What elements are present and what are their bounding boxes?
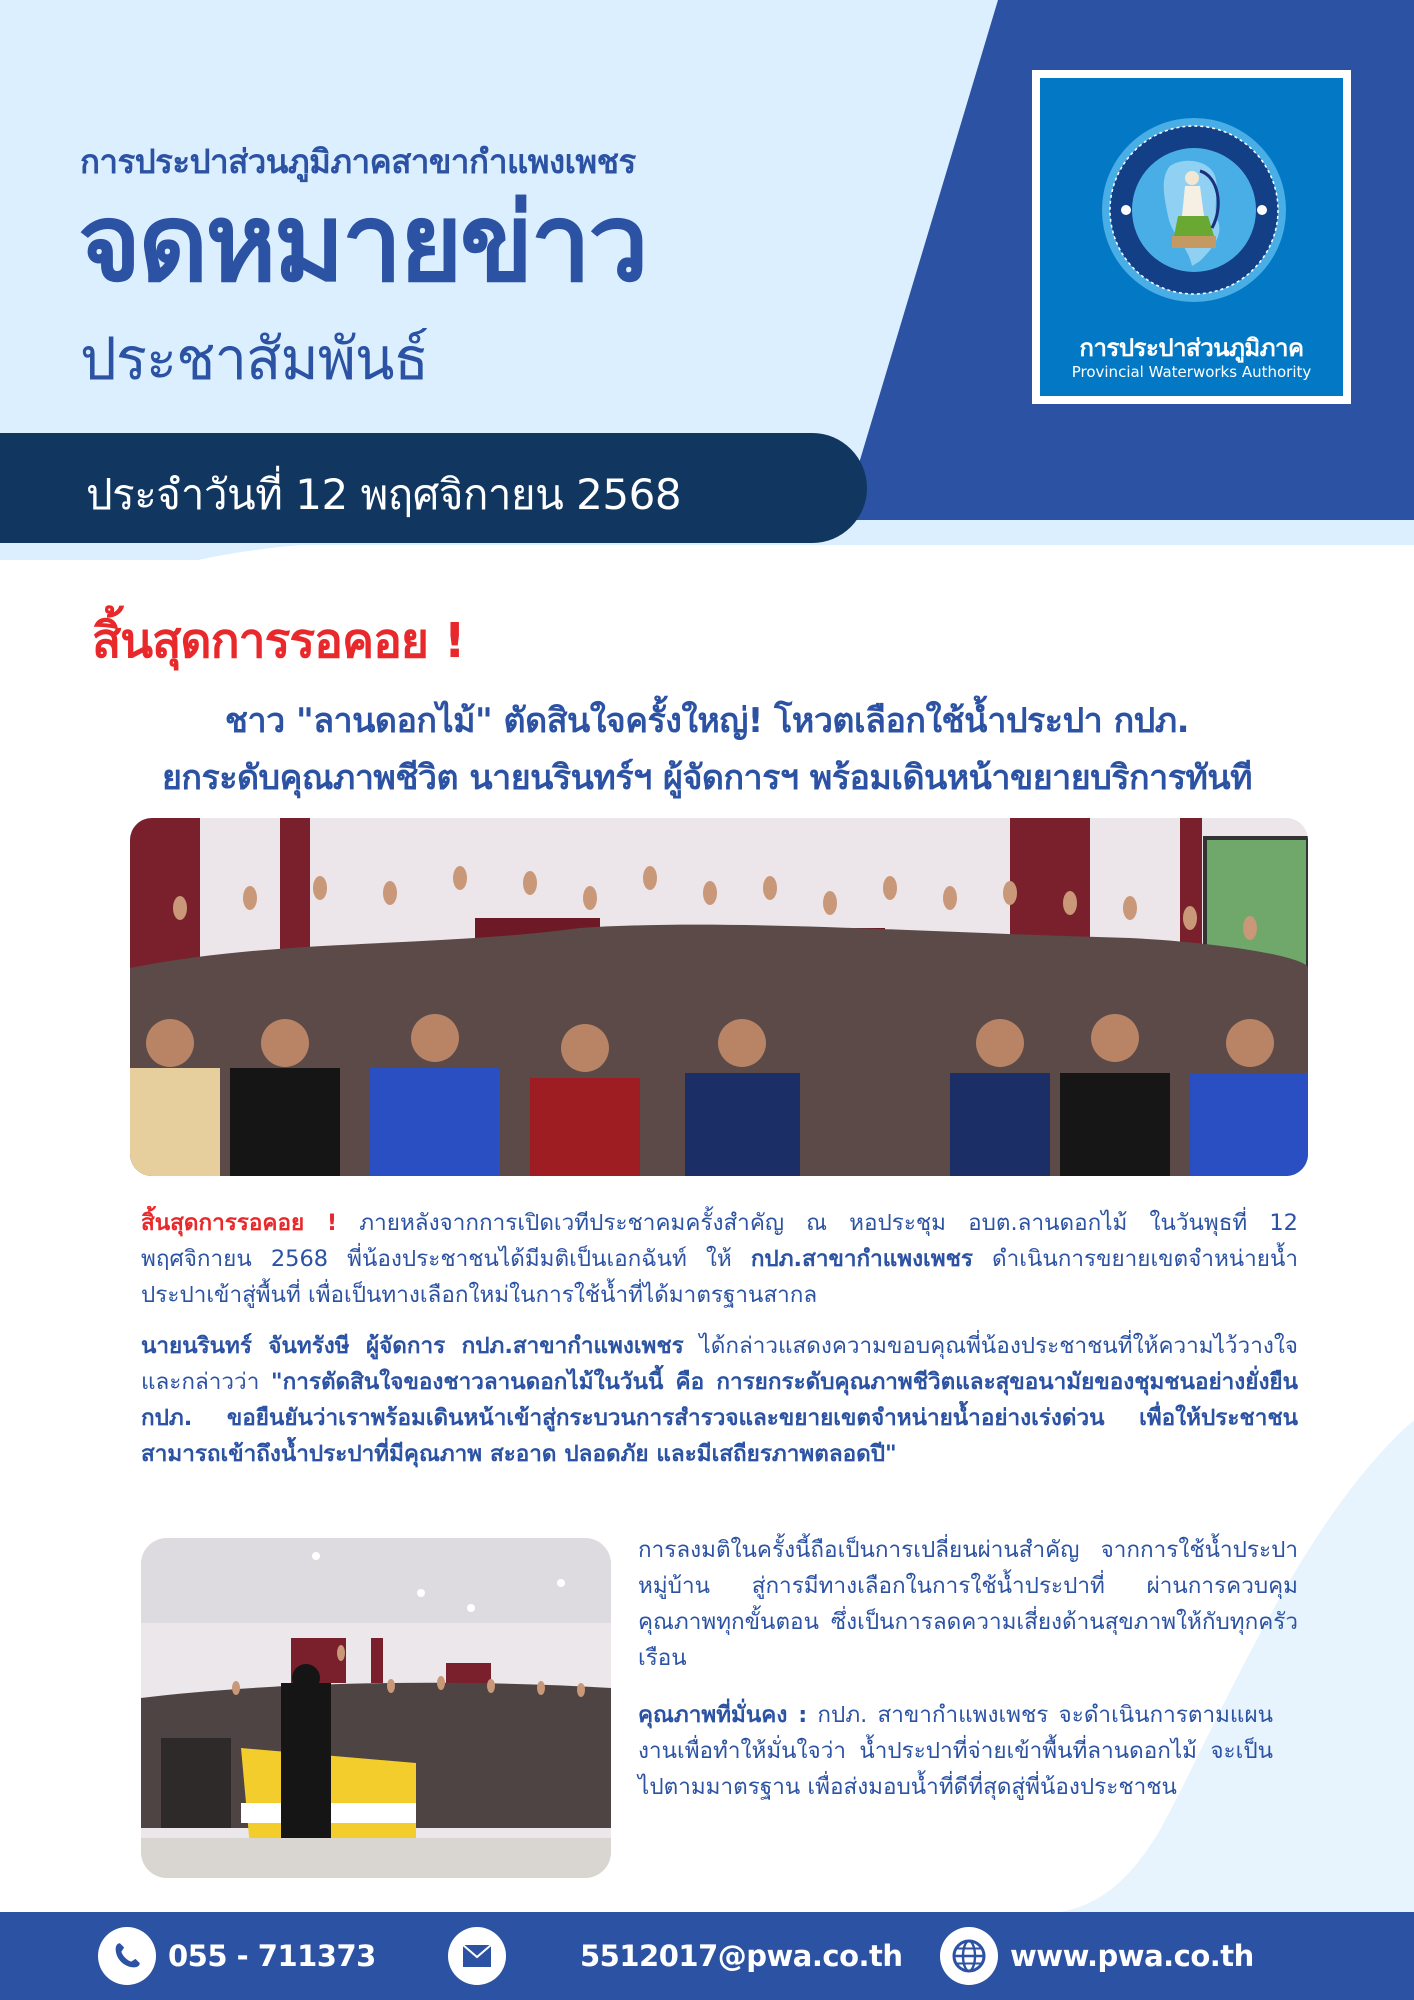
contact-email[interactable] <box>448 1912 903 2000</box>
headline-line-1: ชาว "ลานดอกไม้" ตัดสินใจครั้งใหญ่! โหวตเลือกใช้น้ำประปา กปภ. <box>224 701 1190 741</box>
contact-footer <box>0 1912 1414 2000</box>
intro-branch-name: กปภ.สาขากำแพงเพชร <box>750 1246 973 1272</box>
newsletter-subtitle: ประชาสัมพันธ์ <box>80 325 428 393</box>
article-kicker: สิ้นสุดการรอคอย ! <box>92 613 465 669</box>
manager-text: ได้กล่าวแสดงความขอบคุณพี่น้องประชาชนที่ให้ความไว้วางใจ และกล่าวว่า <box>141 1333 1298 1395</box>
intro-lead: สิ้นสุดการรอคอย ! <box>141 1210 338 1236</box>
contact-website[interactable] <box>940 1912 1254 2000</box>
mail-icon <box>448 1927 506 1985</box>
logo-panel <box>1040 78 1343 396</box>
pwa-emblem-icon <box>1100 116 1288 304</box>
issue-date: ประจำวันที่ 12 พฤศจิกายน 2568 <box>86 470 682 519</box>
intro-text-a: ภายหลังจากการเปิดเวทีประชาคมครั้งสำคัญ ณ หอประชุม อบต.ลานดอกไม้ ในวันพุธที่ 12 พฤศจิกายน 2568 พี่น้องประชาชนได้มีมติเป็นเอกฉันท์ ให้ <box>141 1210 1298 1272</box>
headline-line-2: ยกระดับคุณภาพชีวิต นายนรินทร์ฯ ผู้จัดการฯ พร้อมเดินหน้าขยายบริการทันที <box>161 758 1253 798</box>
paragraph-manager-quote <box>141 1328 1298 1472</box>
pwa-logo <box>1032 70 1351 404</box>
logo-name-thai: การประปาส่วนภูมิภาค <box>1079 334 1304 362</box>
quality-heading: คุณภาพที่มั่นคง : <box>638 1702 808 1728</box>
newsletter-title: จดหมายข่าว <box>78 181 646 306</box>
photo-meeting-hall <box>141 1538 611 1878</box>
paragraph-transition: การลงมติในครั้งนี้ถือเป็นการเปลี่ยนผ่านสำคัญ จากการใช้น้ำประปาหมู่บ้าน สู่การมีทางเลือกในการใช้น้ำประปาที่ ผ่านการควบคุมคุณภาพทุกขั้นตอน ซึ่งเป็นการลดความเสี่ยงด้านสุขภาพให้กับทุกครัวเรือน <box>638 1537 1298 1671</box>
logo-name-english: Provincial Waterworks Authority <box>1071 363 1312 381</box>
org-name: การประปาส่วนภูมิภาคสาขากำแพงเพชร <box>80 142 636 181</box>
quality-text: กปภ. สาขากำแพงเพชร จะดำเนินการตามแผนงานเพื่อทำให้มั่นใจว่า น้ำประปาที่จ่ายเข้าพื้นที่ลานดอกไม้ จะเป็นไปตามมาตรฐาน เพื่อส่งมอบน้ำที่ดีที่สุดสู่พี่น้องประชาชน <box>638 1702 1274 1800</box>
phone-number: 055 - 711373 <box>168 1939 376 1973</box>
contact-phone[interactable] <box>98 1912 376 2000</box>
paragraph-quality <box>638 1697 1273 1805</box>
intro-text-b: ดำเนินการขยายเขตจำหน่ายน้ำประปาเข้าสู่พื้นที่ เพื่อเป็นทางเลือกใหม่ในการใช้น้ำที่ได้มาตรฐานสากล <box>141 1246 1298 1308</box>
email-address: 5512017@pwa.co.th <box>580 1939 903 1973</box>
manager-quote: "การตัดสินใจของชาวลานดอกไม้ในวันนี้ คือ การยกระดับคุณภาพชีวิตและสุขอนามัยของชุมชนอย่างยั่งยืน กปภ. ขอยืนยันว่าเราพร้อมเดินหน้าเข้าสู่กระบวนการสำรวจและขยายเขตจำหน่ายน้ำอย่างเร่งด่วน เพื่อให้ประชาชนสามารถเข้าถึงน้ำประปาที่มีคุณภาพ สะอาด ปลอดภัย และมีเสถียรภาพตลอดปี" <box>141 1369 1299 1467</box>
website-url: www.pwa.co.th <box>1010 1939 1254 1973</box>
paragraph-intro <box>141 1205 1298 1313</box>
phone-icon <box>98 1927 156 1985</box>
manager-name: นายนรินทร์ จันทรังษี ผู้จัดการ กปภ.สาขากำแพงเพชร <box>141 1333 684 1359</box>
globe-icon <box>940 1927 998 1985</box>
photo-crowd-voting <box>130 818 1308 1176</box>
